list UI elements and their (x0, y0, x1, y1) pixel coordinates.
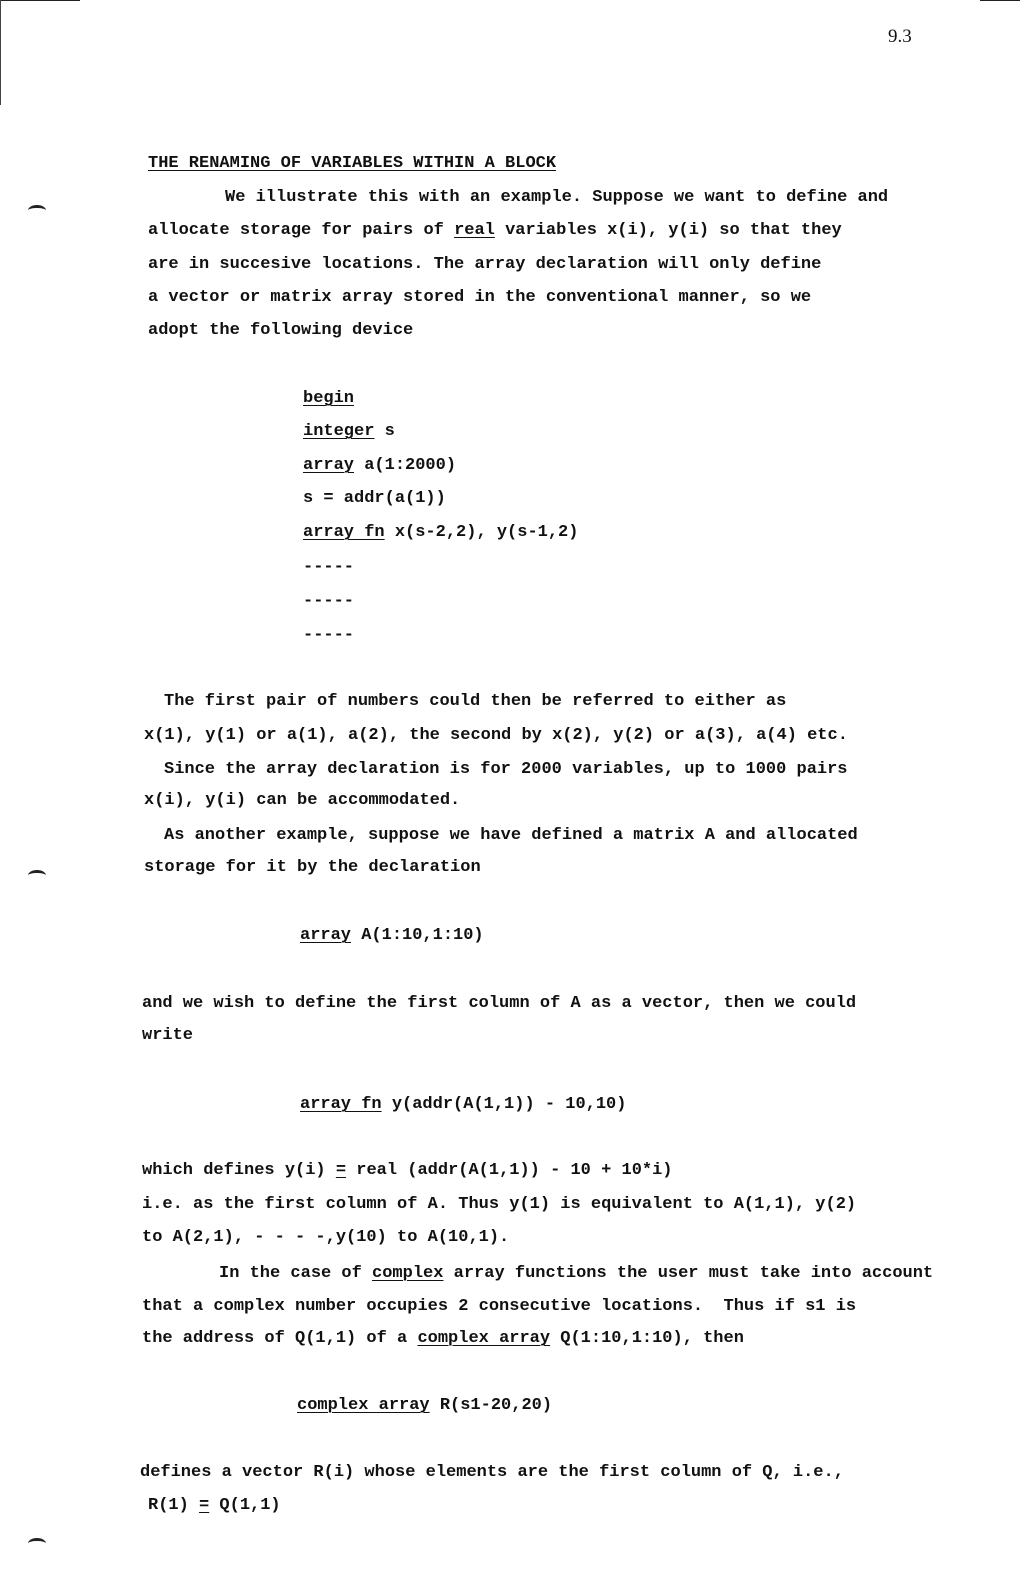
para4-line-4: In the case of complex array functions the user must take into account (219, 1264, 934, 1283)
para4-line-3: to A(2,1), - - - -,y(10) to A(10,1). (142, 1228, 510, 1247)
code-arrayfn-line: array fn x(s-2,2), y(s-1,2) (303, 523, 579, 542)
para4-line-5: that a complex number occupies 2 consecutive locations. Thus if s1 is (142, 1297, 857, 1316)
intro-line-4: a vector or matrix array stored in the conventional manner, so we (148, 288, 812, 307)
scan-edge-top-left (0, 0, 80, 1)
para4-line-2: i.e. as the first column of A. Thus y(1) is equivalent to A(1,1), y(2) (142, 1195, 857, 1214)
para2-line-1: The first pair of numbers could then be referred to either as (164, 692, 787, 711)
para2-line-5: As another example, suppose we have defined a matrix A and allocated (164, 826, 858, 845)
code-ellipsis: ----- (303, 558, 355, 577)
code-ellipsis: ----- (303, 592, 355, 611)
scan-edge-left (0, 0, 1, 105)
para3-line-2: write (142, 1026, 194, 1045)
binding-mark (28, 1538, 46, 1549)
para3-line-1: and we wish to define the first column of A as a vector, then we could (142, 994, 857, 1013)
keyword-real: real (454, 221, 495, 240)
para4-line-1: which defines y(i) = real (addr(A(1,1)) - 10 + 10*i) (142, 1161, 673, 1180)
intro-line-1: We illustrate this with an example. Suppose we want to define and (225, 188, 889, 207)
scan-edge-top-right (980, 0, 1020, 1)
para4-line-6: the address of Q(1,1) of a complex array Q(1:10,1:10), then (142, 1329, 744, 1348)
declaration-matrix-A: array A(1:10,1:10) (300, 926, 484, 945)
para5-line-2: R(1) = Q(1,1) (148, 1496, 281, 1515)
para2-line-3: Since the array declaration is for 2000 variables, up to 1000 pairs (164, 760, 848, 779)
code-begin: begin (303, 389, 355, 408)
declaration-arrayfn-y: array fn y(addr(A(1,1)) - 10,10) (300, 1095, 627, 1114)
para2-line-6: storage for it by the declaration (144, 858, 481, 877)
para2-line-4: x(i), y(i) can be accommodated. (144, 791, 461, 810)
binding-mark (28, 870, 46, 881)
code-array-line: array a(1:2000) (303, 456, 457, 475)
page-number: 9.3 (888, 26, 912, 47)
keyword-complex: complex (372, 1264, 444, 1283)
intro-line-2: allocate storage for pairs of real variables x(i), y(i) so that they (148, 221, 842, 240)
intro-line-5: adopt the following device (148, 321, 414, 340)
intro-line-3: are in succesive locations. The array declaration will only define (148, 255, 822, 274)
binding-mark (28, 205, 46, 216)
keyword-complex-array: complex array (417, 1329, 551, 1348)
code-ellipsis: ----- (303, 626, 355, 645)
para5-line-1: defines a vector R(i) whose elements are the first column of Q, i.e., (140, 1463, 844, 1482)
section-heading: THE RENAMING OF VARIABLES WITHIN A BLOCK (148, 154, 557, 173)
code-assign-line: s = addr(a(1)) (303, 489, 446, 508)
declaration-complex-array-R: complex array R(s1-20,20) (297, 1396, 553, 1415)
para2-line-2: x(1), y(1) or a(1), a(2), the second by x(2), y(2) or a(3), a(4) etc. (144, 726, 848, 745)
code-integer-line: integer s (303, 422, 395, 441)
